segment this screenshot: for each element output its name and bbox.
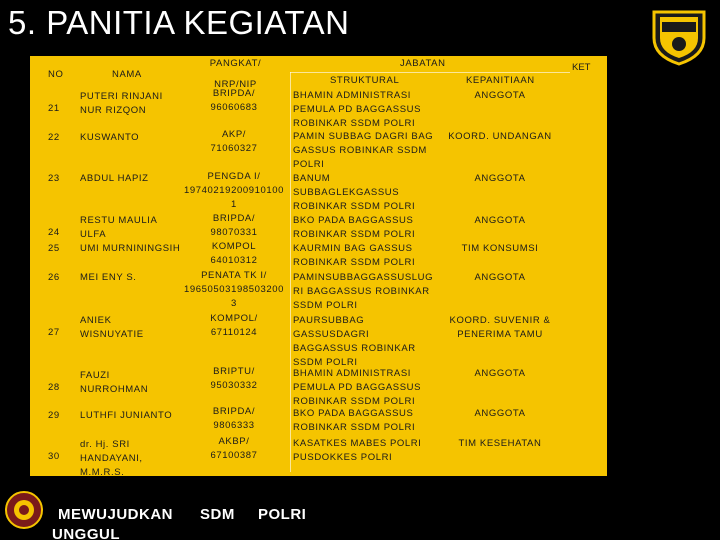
committee-role: ANGGOTA xyxy=(474,173,526,184)
committee-role: KOORD. UNDANGAN xyxy=(448,131,552,142)
column-divider xyxy=(290,72,291,472)
structural-position: ROBINKAR SSDM POLRI xyxy=(293,257,416,268)
footer-word-polri: POLRI xyxy=(258,506,307,523)
row-number: 29 xyxy=(48,410,60,421)
structural-position: BANUM xyxy=(293,173,331,184)
row-number: 27 xyxy=(48,327,60,338)
member-name: NUR RIZQON xyxy=(80,105,147,116)
structural-position: SSDM POLRI xyxy=(293,300,358,311)
structural-position: ROBINKAR SSDM POLRI xyxy=(293,229,416,240)
structural-position: ROBINKAR SSDM POLRI xyxy=(293,201,416,212)
committee-role: TIM KESEHATAN xyxy=(458,438,542,449)
header-kepanitiaan: KEPANITIAAN xyxy=(466,75,535,86)
rank-nrp: 67110124 xyxy=(210,327,258,338)
structural-position: PUSDOKKES POLRI xyxy=(293,452,393,463)
row-number: 22 xyxy=(48,132,60,143)
rank-nrp: AKBP/ xyxy=(218,436,250,447)
footer-word-mewujudkan: MEWUJUDKAN xyxy=(58,506,173,523)
member-name: WISNUYATIE xyxy=(80,329,144,340)
structural-position: PEMULA PD BAGGASSUS xyxy=(293,382,422,393)
structural-position: GASSUSDAGRI xyxy=(293,329,370,340)
structural-position: ROBINKAR SSDM POLRI xyxy=(293,118,416,129)
rank-nrp: 64010312 xyxy=(210,255,258,266)
member-name: PUTERI RINJANI xyxy=(80,91,163,102)
structural-position: KAURMIN BAG GASSUS xyxy=(293,243,413,254)
rank-nrp: BRIPDA/ xyxy=(212,406,256,417)
rank-nrp: KOMPOL xyxy=(211,241,257,252)
member-name: UMI MURNININGSIH xyxy=(80,243,181,254)
rank-nrp: 95030332 xyxy=(210,380,258,391)
rank-nrp: 67100387 xyxy=(210,450,258,461)
structural-position: BKO PADA BAGGASSUS xyxy=(293,215,414,226)
committee-role: ANGGOTA xyxy=(474,408,526,419)
row-number: 23 xyxy=(48,173,60,184)
header-nama: NAMA xyxy=(112,69,142,80)
structural-position: RI BAGGASSUS ROBINKAR xyxy=(293,286,430,297)
structural-position: BAGGASSUS ROBINKAR xyxy=(293,343,416,354)
page-title: 5. PANITIA KEGIATAN xyxy=(8,4,350,41)
rank-nrp: AKP/ xyxy=(221,129,247,140)
committee-role: ANGGOTA xyxy=(474,215,526,226)
header-divider xyxy=(290,72,570,73)
member-name: FAUZI xyxy=(80,370,110,381)
structural-position: ROBINKAR SSDM POLRI xyxy=(293,422,416,433)
header-struktural: STRUKTURAL xyxy=(330,75,400,86)
member-name: ABDUL HAPIZ xyxy=(80,173,149,184)
row-number: 24 xyxy=(48,227,60,238)
rank-nrp: 96060683 xyxy=(210,102,258,113)
police-emblem-icon xyxy=(4,490,44,530)
member-name: MEI ENY S. xyxy=(80,272,137,283)
rank-nrp: PENGDA I/ xyxy=(207,171,261,182)
row-number: 26 xyxy=(48,272,60,283)
committee-role: PENERIMA TAMU xyxy=(457,329,543,340)
committee-role: ANGGOTA xyxy=(474,368,526,379)
structural-position: BKO PADA BAGGASSUS xyxy=(293,408,414,419)
member-name: ANIEK xyxy=(80,315,112,326)
rank-nrp: 19650503198503200 xyxy=(184,284,285,295)
rank-nrp: BRIPDA/ xyxy=(212,88,256,99)
header-pangkat: PANGKAT/ xyxy=(209,58,262,69)
structural-position: PAMIN SUBBAG DAGRI BAG xyxy=(293,131,434,142)
structural-position: SUBBAGLEKGASSUS xyxy=(293,187,400,198)
structural-position: GASSUS ROBINKAR SSDM xyxy=(293,145,427,156)
structural-position: KASATKES MABES POLRI xyxy=(293,438,422,449)
committee-role: ANGGOTA xyxy=(474,90,526,101)
member-name: RESTU MAULIA xyxy=(80,215,158,226)
header-no: NO xyxy=(48,69,64,80)
header-jabatan: JABATAN xyxy=(400,58,446,69)
member-name: NURROHMAN xyxy=(80,384,149,395)
row-number: 25 xyxy=(48,243,60,254)
header-ket: KET xyxy=(572,62,591,73)
header-nrp: NRP/NIP xyxy=(214,79,257,90)
row-number: 30 xyxy=(48,451,60,462)
structural-position: BHAMIN ADMINISTRASI xyxy=(293,368,412,379)
structural-position: BHAMIN ADMINISTRASI xyxy=(293,90,412,101)
rank-nrp: BRIPDA/ xyxy=(212,213,256,224)
structural-position: PAURSUBBAG xyxy=(293,315,365,326)
structural-position: PEMULA PD BAGGASSUS xyxy=(293,104,422,115)
rank-nrp: 3 xyxy=(231,298,237,309)
footer-word-unggul: UNGGUL xyxy=(52,526,120,540)
committee-role: TIM KONSUMSI xyxy=(461,243,539,254)
member-name: M.M.R.S. xyxy=(80,467,125,478)
rank-nrp: KOMPOL/ xyxy=(210,313,258,324)
rank-nrp: 98070331 xyxy=(210,227,258,238)
member-name: KUSWANTO xyxy=(80,132,140,143)
rank-nrp: 1 xyxy=(231,199,237,210)
rank-nrp: 71060327 xyxy=(210,143,258,154)
footer-word-sdm: SDM xyxy=(200,506,235,523)
structural-position: SSDM POLRI xyxy=(293,357,358,368)
row-number: 21 xyxy=(48,103,60,114)
member-name: LUTHFI JUNIANTO xyxy=(80,410,173,421)
structural-position: ROBINKAR SSDM POLRI xyxy=(293,396,416,407)
structural-position: POLRI xyxy=(293,159,325,170)
rank-nrp: 9806333 xyxy=(213,420,255,431)
member-name: ULFA xyxy=(80,229,107,240)
rank-nrp: 19740219200910100 xyxy=(184,185,285,196)
row-number: 28 xyxy=(48,382,60,393)
member-name: HANDAYANI, xyxy=(80,453,143,464)
structural-position: PAMINSUBBAGGASSUSLUG xyxy=(293,272,434,283)
committee-role: ANGGOTA xyxy=(474,272,526,283)
rank-nrp: PENATA TK I/ xyxy=(201,270,267,281)
rank-nrp: BRIPTU/ xyxy=(213,366,255,377)
member-name: dr. Hj. SRI xyxy=(80,439,130,450)
committee-role: KOORD. SUVENIR & xyxy=(449,315,551,326)
sdm-polri-logo-icon xyxy=(648,8,710,66)
